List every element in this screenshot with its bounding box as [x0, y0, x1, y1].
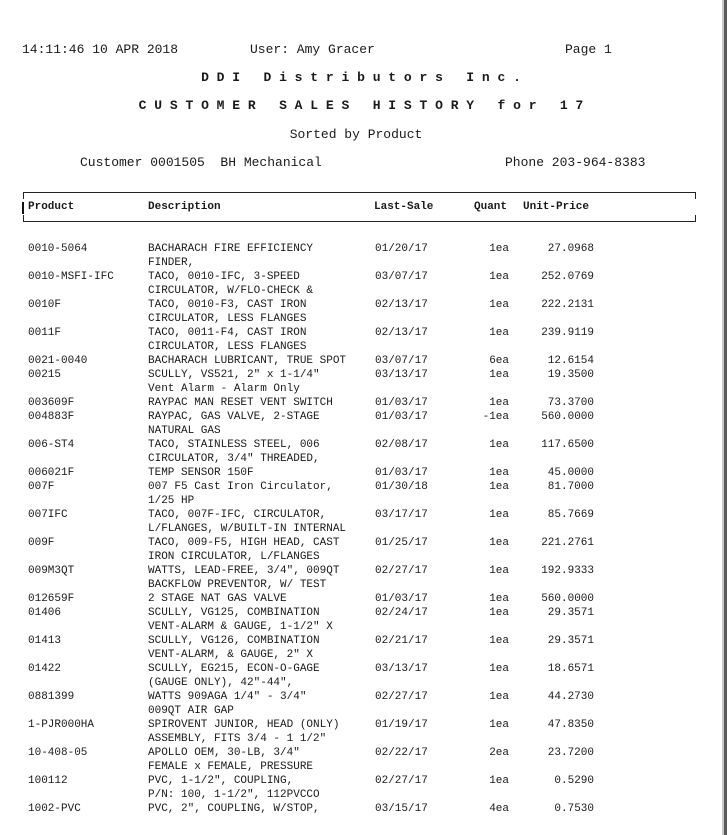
description: WATTS 909AGA 1/4" - 3/4" [148, 691, 307, 703]
description-continued: 1/25 HP [148, 495, 195, 507]
quantity: 1ea [489, 775, 509, 787]
table-row [0, 662, 722, 690]
unit-price: 27.0968 [547, 243, 594, 255]
table-row [0, 396, 722, 410]
table-row [0, 774, 722, 802]
product-code: 01406 [28, 607, 62, 619]
description-continued: NATURAL GAS [148, 425, 221, 437]
last-sale-date: 02/27/17 [375, 775, 428, 787]
column-header-bar [23, 192, 696, 222]
table-row [0, 326, 722, 354]
table-row [0, 746, 722, 774]
table-row [0, 368, 722, 396]
company-name: D D I D i s t r i b u t o r s I n c . [201, 70, 521, 85]
unit-price: 0.7530 [554, 803, 594, 815]
last-sale-date: 03/07/17 [375, 355, 428, 367]
quantity: 1ea [489, 243, 509, 255]
unit-price: 239.9119 [541, 327, 594, 339]
table-row [0, 438, 722, 466]
unit-price: 192.9333 [541, 565, 594, 577]
unit-price: 73.3700 [547, 397, 594, 409]
last-sale-date: 02/24/17 [375, 607, 428, 619]
description-continued: CIRCULATOR, 3/4" THREADED, [148, 453, 320, 465]
unit-price: 560.0000 [541, 593, 594, 605]
table-row [0, 634, 722, 662]
unit-price: 44.2730 [547, 691, 594, 703]
description: RAYPAC, GAS VALVE, 2-STAGE [148, 411, 320, 423]
unit-price: 85.7669 [547, 509, 594, 521]
description: TEMP SENSOR 150F [148, 467, 254, 479]
description: PVC, 2", COUPLING, W/STOP, [148, 803, 320, 815]
description-continued: FINDER, [148, 257, 195, 269]
page-number: Page 1 [565, 42, 612, 57]
last-sale-date: 03/13/17 [375, 663, 428, 675]
quantity: 1ea [489, 369, 509, 381]
column-unit-price: Unit-Price [523, 201, 590, 213]
product-code: 004883F [28, 411, 75, 423]
product-code: 0881399 [28, 691, 75, 703]
table-row [0, 690, 722, 718]
description: 2 STAGE NAT GAS VALVE [148, 593, 287, 605]
unit-price: 0.5290 [554, 775, 594, 787]
description-continued: CIRCULATOR, W/FLO-CHECK & [148, 285, 314, 297]
quantity: 6ea [489, 355, 509, 367]
quantity: 1ea [489, 593, 509, 605]
unit-price: 19.3500 [547, 369, 594, 381]
product-code: 1-PJR000HA [28, 719, 95, 731]
product-code: 01413 [28, 635, 62, 647]
column-last-sale: Last-Sale [374, 201, 434, 213]
quantity: 1ea [489, 537, 509, 549]
description: SCULLY, VG126, COMBINATION [148, 635, 320, 647]
column-quant: Quant [474, 201, 508, 213]
quantity: 1ea [489, 509, 509, 521]
last-sale-date: 01/30/18 [375, 481, 428, 493]
description: SCULLY, VS521, 2" x 1-1/4" [148, 369, 320, 381]
last-sale-date: 02/13/17 [375, 327, 428, 339]
last-sale-date: 02/22/17 [375, 747, 428, 759]
description-continued: VENT-ALARM & GAUGE, 1-1/2" X [148, 621, 333, 633]
quantity: -1ea [482, 411, 509, 423]
last-sale-date: 02/21/17 [375, 635, 428, 647]
last-sale-date: 03/13/17 [375, 369, 428, 381]
table-row [0, 606, 722, 634]
product-code: 0010-MSFI-IFC [28, 271, 114, 283]
description-continued: L/FLANGES, W/BUILT-IN INTERNAL [148, 523, 347, 535]
product-code: 100112 [28, 775, 68, 787]
unit-price: 29.3571 [547, 607, 594, 619]
description: TACO, 0010-IFC, 3-SPEED [148, 271, 300, 283]
table-row [0, 410, 722, 438]
product-code: 007IFC [28, 509, 68, 521]
last-sale-date: 01/03/17 [375, 411, 428, 423]
unit-price: 221.2761 [541, 537, 594, 549]
last-sale-date: 01/20/17 [375, 243, 428, 255]
table-row [0, 564, 722, 592]
table-row [0, 508, 722, 536]
table-row [0, 298, 722, 326]
table-row [0, 466, 722, 480]
description-continued: (GAUGE ONLY), 42"-44", [148, 677, 294, 689]
last-sale-date: 01/03/17 [375, 467, 428, 479]
quantity: 1ea [489, 719, 509, 731]
description-continued: IRON CIRCULATOR, L/FLANGES [148, 551, 320, 563]
last-sale-date: 01/25/17 [375, 537, 428, 549]
last-sale-date: 01/03/17 [375, 593, 428, 605]
quantity: 1ea [489, 271, 509, 283]
unit-price: 23.7200 [547, 747, 594, 759]
last-sale-date: 02/27/17 [375, 691, 428, 703]
last-sale-date: 02/08/17 [375, 439, 428, 451]
product-code: 006-ST4 [28, 439, 75, 451]
last-sale-date: 01/19/17 [375, 719, 428, 731]
product-code: 0011F [28, 327, 62, 339]
quantity: 1ea [489, 607, 509, 619]
description: BACHARACH LUBRICANT, TRUE SPOT [148, 355, 347, 367]
sort-note: Sorted by Product [289, 127, 423, 142]
description: TACO, 0011-F4, CAST IRON [148, 327, 307, 339]
report-user: User: Amy Gracer [250, 42, 375, 57]
last-sale-date: 03/15/17 [375, 803, 428, 815]
description: TACO, STAINLESS STEEL, 006 [148, 439, 320, 451]
description-continued: CIRCULATOR, LESS FLANGES [148, 341, 307, 353]
description: TACO, 007F-IFC, CIRCULATOR, [148, 509, 327, 521]
product-code: 009F [28, 537, 55, 549]
description-continued: CIRCULATOR, LESS FLANGES [148, 313, 307, 325]
cursor-marker [22, 202, 24, 214]
table-row [0, 536, 722, 564]
description-continued: ASSEMBLY, FITS 3/4 - 1 1/2" [148, 733, 327, 745]
quantity: 1ea [489, 565, 509, 577]
description: TACO, 0010-F3, CAST IRON [148, 299, 307, 311]
table-row [0, 242, 722, 270]
quantity: 1ea [489, 663, 509, 675]
table-row [0, 718, 722, 746]
product-code: 006021F [28, 467, 75, 479]
table-row [0, 480, 722, 508]
table-row [0, 270, 722, 298]
description-continued: VENT-ALARM, & GAUGE, 2" X [148, 649, 314, 661]
unit-price: 47.8350 [547, 719, 594, 731]
quantity: 1ea [489, 327, 509, 339]
description-continued: 009QT AIR GAP [148, 705, 234, 717]
unit-price: 45.0000 [547, 467, 594, 479]
product-code: 0010F [28, 299, 62, 311]
unit-price: 18.6571 [547, 663, 594, 675]
table-row [0, 592, 722, 606]
unit-price: 560.0000 [541, 411, 594, 423]
table-row [0, 354, 722, 368]
product-code: 1002-PVC [28, 803, 81, 815]
quantity: 2ea [489, 747, 509, 759]
report-timestamp: 14:11:46 10 APR 2018 [22, 42, 179, 57]
description: SCULLY, EG215, ECON-O-GAGE [148, 663, 320, 675]
quantity: 1ea [489, 467, 509, 479]
description-continued: P/N: 100, 1-1/2", 112PVCCO [148, 789, 320, 801]
product-code: 01422 [28, 663, 62, 675]
description-continued: Vent Alarm - Alarm Only [148, 383, 300, 395]
product-code: 0021-0040 [28, 355, 88, 367]
product-code: 0010-5064 [28, 243, 88, 255]
unit-price: 117.6500 [541, 439, 594, 451]
description: RAYPAC MAN RESET VENT SWITCH [148, 397, 333, 409]
description: PVC, 1-1/2", COUPLING, [148, 775, 294, 787]
quantity: 1ea [489, 635, 509, 647]
quantity: 1ea [489, 691, 509, 703]
product-code: 003609F [28, 397, 75, 409]
quantity: 1ea [489, 481, 509, 493]
column-product: Product [28, 201, 75, 213]
description: BACHARACH FIRE EFFICIENCY [148, 243, 314, 255]
product-code: 10-408-05 [28, 747, 88, 759]
product-code: 009M3QT [28, 565, 75, 577]
description: SPIROVENT JUNIOR, HEAD (ONLY) [148, 719, 340, 731]
quantity: 1ea [489, 439, 509, 451]
column-description: Description [148, 201, 221, 213]
product-code: 012659F [28, 593, 75, 605]
last-sale-date: 01/03/17 [375, 397, 428, 409]
product-code: 007F [28, 481, 55, 493]
last-sale-date: 02/27/17 [375, 565, 428, 577]
quantity: 1ea [489, 299, 509, 311]
table-row [0, 802, 722, 816]
description-continued: BACKFLOW PREVENTOR, W/ TEST [148, 579, 327, 591]
last-sale-date: 03/07/17 [375, 271, 428, 283]
unit-price: 222.2131 [541, 299, 594, 311]
product-code: 00215 [28, 369, 62, 381]
description-continued: FEMALE x FEMALE, PRESSURE [148, 761, 314, 773]
last-sale-date: 03/17/17 [375, 509, 428, 521]
last-sale-date: 02/13/17 [375, 299, 428, 311]
description: TACO, 009-F5, HIGH HEAD, CAST [148, 537, 340, 549]
quantity: 4ea [489, 803, 509, 815]
unit-price: 12.6154 [547, 355, 594, 367]
unit-price: 81.7000 [547, 481, 594, 493]
quantity: 1ea [489, 397, 509, 409]
customer-info: Customer 0001505 BH Mechanical [80, 155, 322, 170]
description: WATTS, LEAD-FREE, 3/4", 009QT [148, 565, 340, 577]
unit-price: 252.0769 [541, 271, 594, 283]
report-title: C U S T O M E R S A L E S H I S T O R Y f o r 1 7 [138, 98, 584, 113]
description: APOLLO OEM, 30-LB, 3/4" [148, 747, 300, 759]
customer-phone: Phone 203-964-8383 [505, 155, 646, 170]
description: SCULLY, VG125, COMBINATION [148, 607, 320, 619]
unit-price: 29.3571 [547, 635, 594, 647]
description: 007 F5 Cast Iron Circulator, [148, 481, 333, 493]
